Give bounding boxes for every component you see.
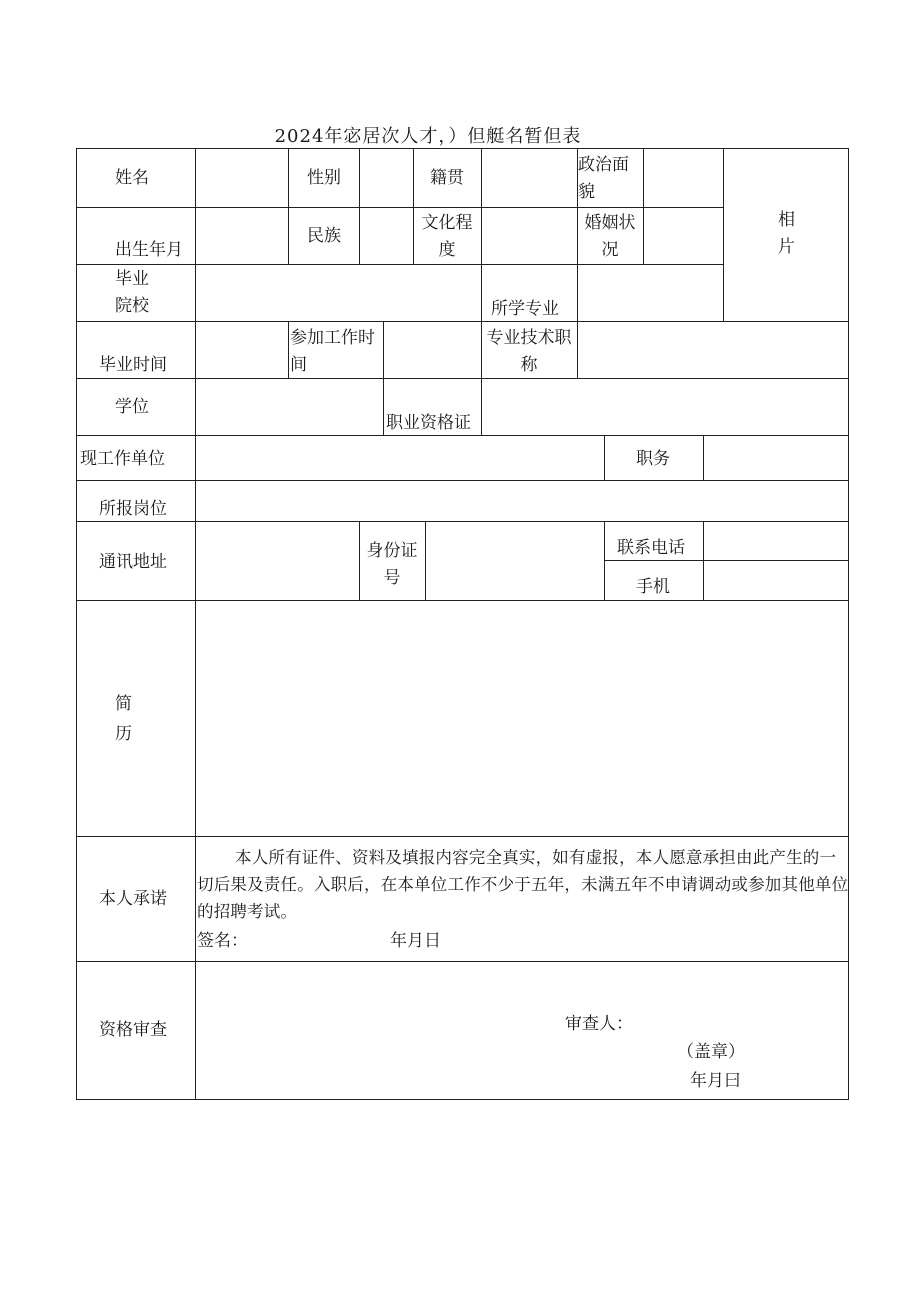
review-date: 年月曰 <box>690 1071 741 1091</box>
degree-field[interactable] <box>196 378 383 435</box>
graduate-school-label: 毕业 院校 <box>115 269 149 316</box>
marital-status-field[interactable] <box>644 207 723 264</box>
major-field[interactable] <box>578 264 723 321</box>
mobile-field[interactable] <box>704 560 849 600</box>
commitment-date: 年月日 <box>390 931 441 951</box>
address-field[interactable] <box>196 521 359 600</box>
major-label: 所学专业 <box>491 299 559 319</box>
sign-label: 签名： <box>197 931 248 951</box>
resume-label: 简 历 <box>115 694 132 744</box>
current-employer-label: 现工作单位 <box>80 449 165 469</box>
applied-post-field[interactable] <box>196 480 849 521</box>
ethnicity-field[interactable] <box>360 207 413 264</box>
name-field[interactable] <box>196 149 288 207</box>
position-field[interactable] <box>704 435 849 480</box>
native-place-label: 籍贯 <box>430 168 464 188</box>
reviewer-label: 审查人： <box>565 1014 633 1034</box>
work-start-label: 参加工作时 间 <box>290 328 375 375</box>
review-field[interactable] <box>196 961 849 1100</box>
birth-field[interactable] <box>196 207 288 264</box>
political-status-field[interactable] <box>644 149 723 207</box>
photo-label: 相 片 <box>778 210 795 257</box>
applied-post-label: 所报岗位 <box>99 499 167 519</box>
id-number-label: 身份证 号 <box>366 541 418 588</box>
phone-field[interactable] <box>704 521 849 560</box>
qualification-label: 职业资格证 <box>386 413 471 433</box>
commitment-label: 本人承诺 <box>99 889 167 909</box>
signature-field[interactable] <box>245 928 385 955</box>
tech-title-label: 专业技术职 称 <box>486 328 572 375</box>
mobile-label: 手机 <box>636 577 670 597</box>
seal-label: （盖章） <box>677 1042 745 1062</box>
current-employer-field[interactable] <box>196 435 604 480</box>
birth-label: 出生年月 <box>115 240 183 260</box>
education-label: 文化程 度 <box>421 213 473 260</box>
resume-field[interactable] <box>196 600 849 836</box>
address-label: 通讯地址 <box>99 552 167 572</box>
graduate-school-field[interactable] <box>196 264 481 321</box>
page-title: 2024年宓居次人才，）但艇名暂但表 <box>274 126 582 147</box>
registration-form <box>76 148 849 1100</box>
marital-status-label: 婚姻状 况 <box>584 213 636 260</box>
work-start-field[interactable] <box>384 321 481 378</box>
review-label: 资格审查 <box>99 1020 167 1040</box>
native-place-field[interactable] <box>482 149 577 207</box>
graduation-time-label: 毕业时间 <box>99 355 167 375</box>
id-number-field[interactable] <box>426 521 604 600</box>
ethnicity-label: 民族 <box>307 226 341 246</box>
degree-label: 学位 <box>115 397 149 417</box>
gender-label: 性别 <box>307 168 341 188</box>
commitment-text: 本人所有证件、资料及填报内容完全真实，如有虚报，本人愿意承担由此产生的一切后果及责任。入职后，在本单位工作不少于五年，未满五年不申请调动或参加其他单位的招聘考试。 <box>197 848 849 921</box>
gender-field[interactable] <box>360 149 413 207</box>
education-field[interactable] <box>482 207 577 264</box>
qualification-field[interactable] <box>482 378 849 435</box>
photo-box[interactable] <box>724 149 849 321</box>
name-label: 姓名 <box>115 168 149 188</box>
position-label: 职务 <box>636 449 670 469</box>
graduation-time-field[interactable] <box>196 321 288 378</box>
political-status-label: 政治面 貌 <box>578 155 629 202</box>
phone-label: 联系电话 <box>617 538 685 558</box>
tech-title-field[interactable] <box>578 321 849 378</box>
